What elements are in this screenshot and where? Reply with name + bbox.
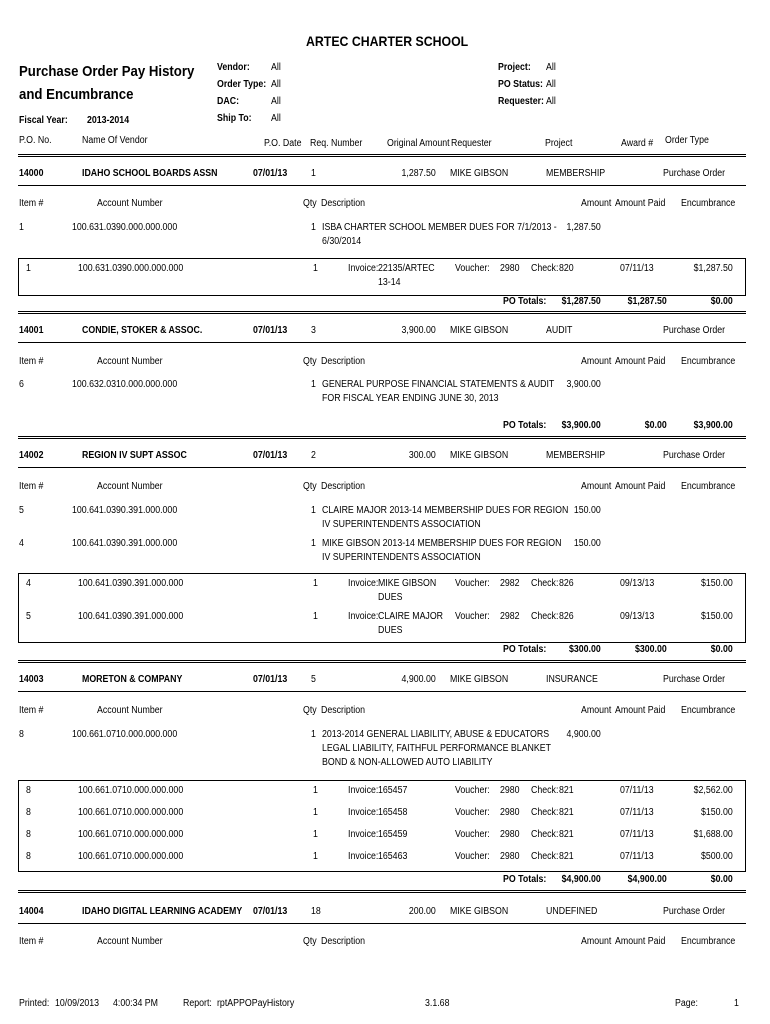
- printed-label: Printed:: [19, 998, 50, 1009]
- payment-item: 8: [26, 785, 31, 796]
- col-req-number: Req. Number: [310, 138, 363, 149]
- report-title-2: and Encumbrance: [19, 86, 134, 103]
- payment-item: 8: [26, 829, 31, 840]
- po-number: 14001: [19, 325, 44, 336]
- item-amount: 1,287.50: [566, 222, 601, 233]
- item-amount: 150.00: [573, 538, 601, 549]
- filter-project-value: All: [546, 62, 556, 73]
- item-col-label: Item #: [19, 481, 44, 492]
- vendor-name: CONDIE, STOKER & ASSOC.: [82, 325, 203, 336]
- po-date: 07/01/13: [253, 906, 288, 917]
- filter-dac-value: All: [271, 96, 281, 107]
- total-amount: $4,900.00: [561, 874, 601, 885]
- account-number: 100.632.0310.000.000.000: [72, 379, 178, 390]
- total-encumbrance: $3,900.00: [693, 420, 733, 431]
- check-label: Check:: [531, 785, 559, 796]
- amount-paid-col-label: Amount Paid: [615, 481, 666, 492]
- invoice-label: Invoice:: [348, 785, 379, 796]
- item-qty: 1: [311, 379, 316, 390]
- payment-date: 09/13/13: [620, 611, 655, 622]
- item-qty: 1: [311, 729, 316, 740]
- po-date: 07/01/13: [253, 325, 288, 336]
- check-number: 821: [559, 785, 574, 796]
- check-label: Check:: [531, 807, 559, 818]
- voucher-number: 2980: [500, 851, 520, 862]
- account-number: 100.641.0390.391.000.000: [72, 505, 178, 516]
- original-amount: 1,287.50: [401, 168, 436, 179]
- encumbrance-col-label: Encumbrance: [681, 481, 736, 492]
- item-amount: 150.00: [573, 505, 601, 516]
- account-number: 100.661.0710.000.000.000: [72, 729, 178, 740]
- payment-amount: $150.00: [700, 578, 733, 589]
- payment-date: 07/11/13: [620, 785, 654, 796]
- check-label: Check:: [531, 611, 559, 622]
- voucher-label: Voucher:: [455, 851, 490, 862]
- qty-col-label: Qty: [303, 705, 317, 716]
- original-amount: 4,900.00: [401, 674, 436, 685]
- invoice-label: Invoice:: [348, 807, 379, 818]
- invoice-label: Invoice:: [348, 829, 379, 840]
- po-section-divider: [18, 890, 746, 893]
- total-amount: $3,900.00: [561, 420, 601, 431]
- invoice-number: CLAIRE MAJOR: [378, 611, 444, 622]
- voucher-label: Voucher:: [455, 785, 490, 796]
- item-description-cont: 6/30/2014: [322, 236, 362, 247]
- order-type: Purchase Order: [663, 906, 726, 917]
- account-col-label: Account Number: [97, 356, 163, 367]
- payment-date: 07/11/13: [620, 807, 654, 818]
- check-number: 821: [559, 807, 574, 818]
- item-description-cont: FOR FISCAL YEAR ENDING JUNE 30, 2013: [322, 393, 499, 404]
- fiscal-year-label: Fiscal Year:: [19, 115, 68, 126]
- po-divider: [18, 342, 746, 343]
- item-number: 5: [19, 505, 24, 516]
- printed-date: 10/09/2013: [55, 998, 100, 1009]
- page-label: Page:: [675, 998, 699, 1009]
- voucher-number: 2982: [500, 578, 520, 589]
- encumbrance-col-label: Encumbrance: [681, 705, 736, 716]
- check-number: 821: [559, 851, 574, 862]
- payment-qty: 1: [313, 578, 318, 589]
- po-divider: [18, 185, 746, 186]
- project: AUDIT: [546, 325, 573, 336]
- req-number: 2: [311, 450, 316, 461]
- col-original-amount: Original Amount: [387, 138, 450, 149]
- qty-col-label: Qty: [303, 481, 317, 492]
- voucher-number: 2980: [500, 263, 520, 274]
- item-description: ISBA CHARTER SCHOOL MEMBER DUES FOR 7/1/2013 -: [322, 222, 557, 233]
- amount-col-label: Amount: [581, 481, 612, 492]
- voucher-number: 2980: [500, 785, 520, 796]
- item-description-cont: IV SUPERINTENDENTS ASSOCIATION: [322, 519, 481, 530]
- total-paid: $300.00: [634, 644, 667, 655]
- payment-item: 8: [26, 807, 31, 818]
- filter-vendor-label: Vendor:: [217, 62, 250, 73]
- qty-col-label: Qty: [303, 356, 317, 367]
- qty-col-label: Qty: [303, 198, 317, 209]
- vendor-name: REGION IV SUPT ASSOC: [82, 450, 187, 461]
- payment-date: 07/11/13: [620, 829, 654, 840]
- item-amount: 4,900.00: [566, 729, 601, 740]
- amount-paid-col-label: Amount Paid: [615, 936, 666, 947]
- filter-ship-to-label: Ship To:: [217, 113, 252, 124]
- invoice-number: MIKE GIBSON: [378, 578, 437, 589]
- filter-ship-to-value: All: [271, 113, 281, 124]
- item-amount: 3,900.00: [566, 379, 601, 390]
- col-po-no: P.O. No.: [19, 135, 52, 146]
- invoice-label: Invoice:: [348, 263, 379, 274]
- account-col-label: Account Number: [97, 198, 163, 209]
- project: INSURANCE: [546, 674, 598, 685]
- item-description-cont: IV SUPERINTENDENTS ASSOCIATION: [322, 552, 481, 563]
- vendor-name: MORETON & COMPANY: [82, 674, 183, 685]
- item-number: 4: [19, 538, 24, 549]
- project: MEMBERSHIP: [546, 168, 606, 179]
- amount-paid-col-label: Amount Paid: [615, 705, 666, 716]
- po-number: 14002: [19, 450, 44, 461]
- total-encumbrance: $0.00: [710, 874, 733, 885]
- voucher-label: Voucher:: [455, 578, 490, 589]
- payment-qty: 1: [313, 807, 318, 818]
- col-requester: Requester: [451, 138, 492, 149]
- project: UNDEFINED: [546, 906, 598, 917]
- invoice-label: Invoice:: [348, 611, 379, 622]
- invoice-number-cont: DUES: [378, 625, 403, 636]
- payment-amount: $500.00: [700, 851, 733, 862]
- check-number: 826: [559, 578, 574, 589]
- po-number: 14000: [19, 168, 44, 179]
- amount-paid-col-label: Amount Paid: [615, 356, 666, 367]
- vendor-name: IDAHO DIGITAL LEARNING ACADEMY: [82, 906, 243, 917]
- original-amount: 3,900.00: [401, 325, 436, 336]
- check-number: 826: [559, 611, 574, 622]
- payment-amount: $150.00: [700, 807, 733, 818]
- encumbrance-col-label: Encumbrance: [681, 936, 736, 947]
- account-col-label: Account Number: [97, 705, 163, 716]
- payment-item: 4: [26, 578, 31, 589]
- po-date: 07/01/13: [253, 450, 288, 461]
- item-description: GENERAL PURPOSE FINANCIAL STATEMENTS & AUDIT: [322, 379, 555, 390]
- invoice-number-cont: DUES: [378, 592, 403, 603]
- filter-po-status-value: All: [546, 79, 556, 90]
- item-number: 1: [19, 222, 24, 233]
- project: MEMBERSHIP: [546, 450, 606, 461]
- invoice-number: 165457: [378, 785, 408, 796]
- po-section-divider: [18, 436, 746, 439]
- amount-paid-col-label: Amount Paid: [615, 198, 666, 209]
- filter-requester-label: Requester:: [498, 96, 544, 107]
- order-type: Purchase Order: [663, 168, 726, 179]
- total-amount: $1,287.50: [561, 296, 601, 307]
- check-label: Check:: [531, 829, 559, 840]
- invoice-number-cont: 13-14: [378, 277, 401, 288]
- voucher-number: 2982: [500, 611, 520, 622]
- po-section-divider: [18, 660, 746, 663]
- total-paid: $4,900.00: [627, 874, 667, 885]
- requester: MIKE GIBSON: [450, 168, 509, 179]
- payment-item: 8: [26, 851, 31, 862]
- invoice-number: 22135/ARTEC: [378, 263, 435, 274]
- payment-amount: $1,688.00: [693, 829, 733, 840]
- col-vendor: Name Of Vendor: [82, 135, 148, 146]
- item-description: 2013-2014 GENERAL LIABILITY, ABUSE & EDUCATORS: [322, 729, 550, 740]
- item-qty: 1: [311, 505, 316, 516]
- invoice-number: 165459: [378, 829, 408, 840]
- original-amount: 200.00: [408, 906, 436, 917]
- payment-qty: 1: [313, 851, 318, 862]
- encumbrance-col-label: Encumbrance: [681, 356, 736, 367]
- description-col-label: Description: [321, 936, 366, 947]
- po-totals-label: PO Totals:: [503, 644, 547, 655]
- payment-account: 100.661.0710.000.000.000: [78, 807, 184, 818]
- version: 3.1.68: [425, 998, 450, 1009]
- header-divider: [18, 154, 746, 157]
- description-col-label: Description: [321, 481, 366, 492]
- po-divider: [18, 923, 746, 924]
- payment-account: 100.641.0390.391.000.000: [78, 578, 184, 589]
- school-name: ARTEC CHARTER SCHOOL: [306, 33, 469, 49]
- amount-col-label: Amount: [581, 356, 612, 367]
- original-amount: 300.00: [408, 450, 436, 461]
- po-number: 14004: [19, 906, 44, 917]
- printed-time: 4:00:34 PM: [113, 998, 159, 1009]
- page-number: 1: [734, 998, 739, 1009]
- payment-item: 1: [26, 263, 31, 274]
- payment-item: 5: [26, 611, 31, 622]
- account-col-label: Account Number: [97, 481, 163, 492]
- report-name: rptAPPOPayHistory: [217, 998, 295, 1009]
- total-amount: $300.00: [568, 644, 601, 655]
- item-col-label: Item #: [19, 198, 44, 209]
- payment-account: 100.631.0390.000.000.000: [78, 263, 184, 274]
- requester: MIKE GIBSON: [450, 450, 509, 461]
- po-divider: [18, 467, 746, 468]
- filter-dac-label: DAC:: [217, 96, 239, 107]
- invoice-number: 165458: [378, 807, 408, 818]
- check-label: Check:: [531, 578, 559, 589]
- requester: MIKE GIBSON: [450, 674, 509, 685]
- payment-account: 100.661.0710.000.000.000: [78, 851, 184, 862]
- invoice-label: Invoice:: [348, 851, 379, 862]
- voucher-label: Voucher:: [455, 263, 490, 274]
- invoice-label: Invoice:: [348, 578, 379, 589]
- payment-date: 09/13/13: [620, 578, 655, 589]
- po-number: 14003: [19, 674, 44, 685]
- report-label: Report:: [183, 998, 212, 1009]
- order-type: Purchase Order: [663, 450, 726, 461]
- encumbrance-col-label: Encumbrance: [681, 198, 736, 209]
- req-number: 18: [311, 906, 321, 917]
- invoice-number: 165463: [378, 851, 408, 862]
- req-number: 5: [311, 674, 316, 685]
- payment-amount: $150.00: [700, 611, 733, 622]
- voucher-label: Voucher:: [455, 829, 490, 840]
- item-description-cont: BOND & NON-ALLOWED AUTO LIABILITY: [322, 757, 493, 768]
- description-col-label: Description: [321, 356, 366, 367]
- item-col-label: Item #: [19, 705, 44, 716]
- check-number: 820: [559, 263, 574, 274]
- po-totals-label: PO Totals:: [503, 296, 547, 307]
- description-col-label: Description: [321, 198, 366, 209]
- item-number: 6: [19, 379, 24, 390]
- voucher-number: 2980: [500, 829, 520, 840]
- vendor-name: IDAHO SCHOOL BOARDS ASSN: [82, 168, 218, 179]
- order-type: Purchase Order: [663, 325, 726, 336]
- col-award: Award #: [621, 138, 654, 149]
- po-totals-label: PO Totals:: [503, 420, 547, 431]
- payment-account: 100.661.0710.000.000.000: [78, 785, 184, 796]
- filter-order-type-label: Order Type:: [217, 79, 267, 90]
- total-encumbrance: $0.00: [710, 296, 733, 307]
- account-number: 100.631.0390.000.000.000: [72, 222, 178, 233]
- check-label: Check:: [531, 263, 559, 274]
- payment-account: 100.641.0390.391.000.000: [78, 611, 184, 622]
- filter-project-label: Project:: [498, 62, 531, 73]
- item-description-cont: LEGAL LIABILITY, FAITHFUL PERFORMANCE BLANKET: [322, 743, 552, 754]
- payment-qty: 1: [313, 611, 318, 622]
- po-totals-label: PO Totals:: [503, 874, 547, 885]
- account-col-label: Account Number: [97, 936, 163, 947]
- po-date: 07/01/13: [253, 168, 288, 179]
- total-paid: $1,287.50: [627, 296, 667, 307]
- item-description: CLAIRE MAJOR 2013-14 MEMBERSHIP DUES FOR REGION: [322, 505, 569, 516]
- req-number: 1: [311, 168, 316, 179]
- requester: MIKE GIBSON: [450, 325, 509, 336]
- payment-amount: $2,562.00: [693, 785, 733, 796]
- check-label: Check:: [531, 851, 559, 862]
- payment-qty: 1: [313, 263, 318, 274]
- payment-date: 07/11/13: [620, 851, 654, 862]
- total-encumbrance: $0.00: [710, 644, 733, 655]
- col-project: Project: [545, 138, 573, 149]
- payment-account: 100.661.0710.000.000.000: [78, 829, 184, 840]
- payment-qty: 1: [313, 785, 318, 796]
- filter-po-status-label: PO Status:: [498, 79, 543, 90]
- amount-col-label: Amount: [581, 705, 612, 716]
- po-date: 07/01/13: [253, 674, 288, 685]
- requester: MIKE GIBSON: [450, 906, 509, 917]
- req-number: 3: [311, 325, 316, 336]
- item-qty: 1: [311, 538, 316, 549]
- col-order-type: Order Type: [665, 135, 709, 146]
- item-number: 8: [19, 729, 24, 740]
- item-col-label: Item #: [19, 936, 44, 947]
- item-qty: 1: [311, 222, 316, 233]
- col-po-date: P.O. Date: [264, 138, 302, 149]
- check-number: 821: [559, 829, 574, 840]
- report-title: Purchase Order Pay History: [19, 63, 195, 80]
- voucher-label: Voucher:: [455, 807, 490, 818]
- item-col-label: Item #: [19, 356, 44, 367]
- amount-col-label: Amount: [581, 936, 612, 947]
- amount-col-label: Amount: [581, 198, 612, 209]
- description-col-label: Description: [321, 705, 366, 716]
- qty-col-label: Qty: [303, 936, 317, 947]
- po-divider: [18, 691, 746, 692]
- account-number: 100.641.0390.391.000.000: [72, 538, 178, 549]
- total-paid: $0.00: [644, 420, 667, 431]
- payment-amount: $1,287.50: [693, 263, 733, 274]
- fiscal-year-value: 2013-2014: [87, 115, 130, 126]
- po-section-divider: [18, 311, 746, 314]
- filter-order-type-value: All: [271, 79, 281, 90]
- item-description: MIKE GIBSON 2013-14 MEMBERSHIP DUES FOR REGION: [322, 538, 562, 549]
- payment-date: 07/11/13: [620, 263, 654, 274]
- payment-qty: 1: [313, 829, 318, 840]
- voucher-number: 2980: [500, 807, 520, 818]
- voucher-label: Voucher:: [455, 611, 490, 622]
- filter-vendor-value: All: [271, 62, 281, 73]
- filter-requester-value: All: [546, 96, 556, 107]
- order-type: Purchase Order: [663, 674, 726, 685]
